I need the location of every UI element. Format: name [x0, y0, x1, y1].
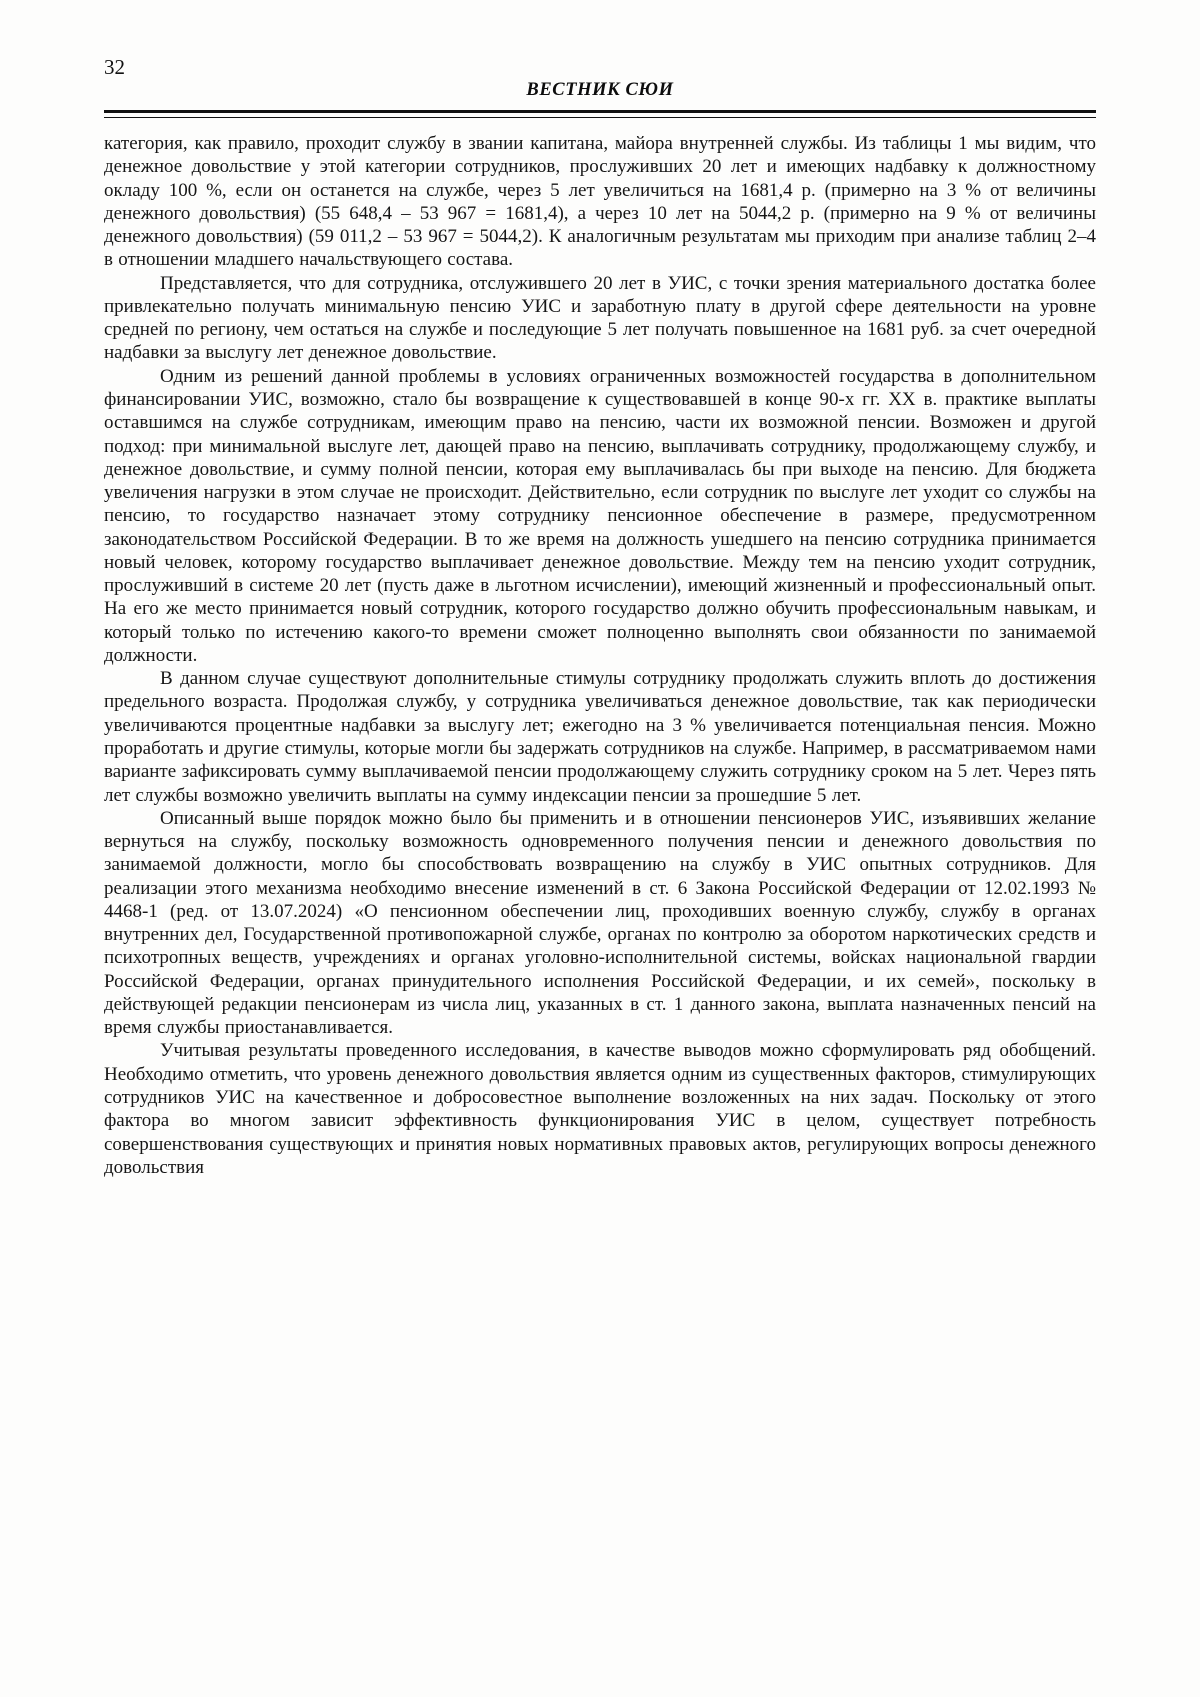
page-number: 32 [104, 55, 125, 79]
paragraph-2: Представляется, что для сотрудника, отслужившего 20 лет в УИС, с точки зрения материального достатка более привлекательно получать минимальную пенсию УИС и заработную плату в другой сфере деятельности на уровне средней по региону, чем остаться на службе и последующие 5 лет получать повышенное на 1681 руб. за счет очередной надбавки за выслугу лет денежное довольствие. [104, 272, 1096, 364]
article-body [104, 132, 1096, 1179]
paragraph-6: Учитывая результаты проведенного исследования, в качестве выводов можно сформулировать ряд обобщений. Необходимо отметить, что уровень денежного довольствия является одним из существенных факторов, стимулирующих сотрудников УИС на качественное и добросовестное выполнение возложенных на них задач. Поскольку от этого фактора во многом зависит эффективность функционирования УИС в целом, существует потребность совершенствования существующих и принятия новых нормативных правовых актов, регулирующих вопросы денежного довольствия [104, 1040, 1096, 1178]
journal-title: ВЕСТНИК СЮИ [526, 80, 674, 101]
paragraph-5: Описанный выше порядок можно было бы применить и в отношении пенсионеров УИС, изъявивших желание вернуться на службу, поскольку возможность одновременного получения пенсии и денежного довольствия по занимаемой должности, могло бы способствовать возвращению на службу в УИС опытных сотрудников. Для реализации этого механизма необходимо внесение изменений в ст. 6 Закона Российской Федерации от 12.02.1993 № 4468-1 (ред. от 13.07.2024) «О пенсионном обеспечении лиц, проходивших военную службу, службу в органах внутренних дел, Государственной противопожарной службе, органах по контролю за оборотом наркотических средств и психотропных веществ, учреждениях и органах уголовно-исполнительной системы, войсках национальной гвардии Российской Федерации, органах принудительного исполнения Российской Федерации, и их семей», поскольку в действующей редакции пенсионерам из числа лиц, указанных в ст. 1 данного закона, выплата назначенных пенсий на время службы приостанавливается. [104, 807, 1096, 1039]
paragraph-3: Одним из решений данной проблемы в условиях ограниченных возможностей государства в дополнительном финансировании УИС, возможно, стало бы возвращение к существовавшей в конце 90-х гг. XX в. практике выплаты оставшимся на службе сотрудникам, имеющим право на пенсию, части их возможной пенсии. Возможен и другой подход: при минимальной выслуге лет, дающей право на пенсию, выплачивать сотруднику, продолжающему службу, и денежное довольствие, и сумму полной пенсии, которая ему выплачивалась бы при выходе на пенсию. Для бюджета увеличения нагрузки в этом случае не происходит. Действительно, если сотрудник по выслуге лет уходит со службы на пенсию, то государство назначает этому сотруднику пенсионное обеспечение в размере, предусмотренном законодательством Российской Федерации. В то же время на должность ушедшего на пенсию сотрудника принимается новый человек, которому государство выплачивает денежное довольствие. Между тем на пенсию уходит сотрудник, прослуживший в системе 20 лет (пусть даже в льготном исчислении), имеющий жизненный и профессиональный опыт. На его же место принимается новый сотрудник, которого государство должно обучить профессиональным навыкам, и который только по истечению какого-то времени сможет полноценно выполнять свои обязанности по занимаемой должности. [104, 365, 1096, 666]
header-rule [104, 110, 1096, 118]
paragraph-1: категория, как правило, проходит службу в звании капитана, майора внутренней службы. Из таблицы 1 мы видим, что денежное довольствие у этой категории сотрудников, прослуживших 20 лет и имеющих надбавку к должностному окладу 100 %, если он останется на службе, через 5 лет увеличиться на 1681,4 р. (примерно на 3 % от величины денежного довольствия) (55 648,4 – 53 967 = 1681,4), а через 10 лет на 5044,2 р. (примерно на 9 % от величины денежного довольствия) (59 011,2 – 53 967 = 5044,2). К аналогичным результатам мы приходим при анализе таблиц 2–4 в отношении младшего начальствующего состава. [104, 133, 1096, 271]
paragraph-4: В данном случае существуют дополнительные стимулы сотруднику продолжать служить вплоть до достижения предельного возраста. Продолжая службу, у сотрудника увеличиваться денежное довольствие, так как периодически увеличиваются процентные надбавки за выслугу лет; ежегодно на 3 % увеличивается потенциальная пенсия. Можно проработать и другие стимулы, которые могли бы задержать сотрудников на службе. Например, в рассматриваемом нами варианте зафиксировать сумму выплачиваемой пенсии продолжающему служить сотруднику сроком на 5 лет. Через пять лет службы возможно увеличить выплаты на сумму индексации пенсии за прошедшие 5 лет. [104, 668, 1096, 806]
page-header [104, 56, 1096, 118]
